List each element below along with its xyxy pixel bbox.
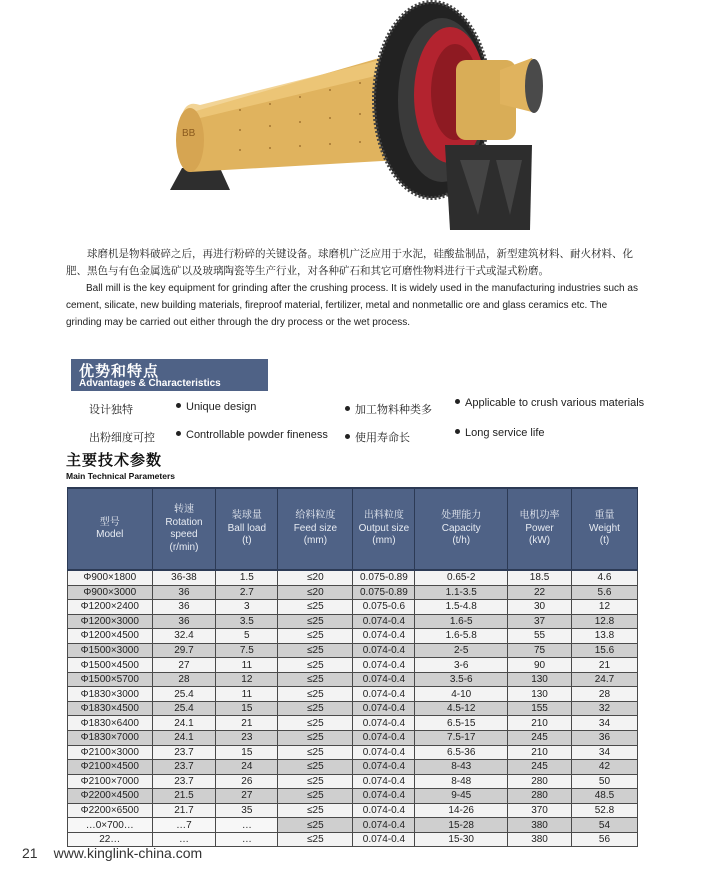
table-cell: ≤25 xyxy=(278,731,353,746)
column-header xyxy=(278,488,353,570)
table-cell: 56 xyxy=(571,832,637,847)
table-row xyxy=(68,774,638,789)
header-en: Power xyxy=(525,522,554,534)
feature-item xyxy=(345,401,432,417)
page-footer xyxy=(22,845,202,861)
header-cn: 转速 xyxy=(173,504,194,515)
table-cell: 23.7 xyxy=(152,760,216,775)
table-cell: ≤25 xyxy=(278,643,353,658)
column-header xyxy=(216,488,278,570)
table-cell: …7 xyxy=(152,818,216,833)
table-cell: 24 xyxy=(216,760,278,775)
table-cell: 0.074-0.4 xyxy=(353,658,415,673)
table-header-row xyxy=(68,488,638,570)
table-cell: 7.5 xyxy=(216,643,278,658)
table-cell: 0.074-0.4 xyxy=(353,774,415,789)
table-cell: 27 xyxy=(152,658,216,673)
table-cell: 12 xyxy=(216,672,278,687)
table-cell: 0.074-0.4 xyxy=(353,687,415,702)
table-cell: 6.5-15 xyxy=(415,716,508,731)
table-cell: ≤25 xyxy=(278,614,353,629)
table-cell: 7.5-17 xyxy=(415,731,508,746)
table-cell: Φ1500×3000 xyxy=(68,643,153,658)
table-cell: 32.4 xyxy=(152,629,216,644)
table-row xyxy=(68,760,638,775)
table-cell: 370 xyxy=(508,803,572,818)
table-cell: 13.8 xyxy=(571,629,637,644)
header-unit: (t) xyxy=(242,535,252,547)
table-cell: Φ900×3000 xyxy=(68,585,153,600)
advantages-title-cn: 优势和特点 xyxy=(79,363,160,380)
table-cell: 48.5 xyxy=(571,789,637,804)
table-cell: 15.6 xyxy=(571,643,637,658)
table-cell: 23.7 xyxy=(152,774,216,789)
table-cell: ≤25 xyxy=(278,789,353,804)
table-cell: 0.074-0.4 xyxy=(353,745,415,760)
table-cell: 27 xyxy=(216,789,278,804)
table-cell: Φ1830×4500 xyxy=(68,701,153,716)
header-en: Output size xyxy=(358,522,410,534)
table-cell: 30 xyxy=(508,600,572,615)
table-cell: ≤25 xyxy=(278,774,353,789)
header-cn: 重量 xyxy=(594,510,615,522)
table-cell: 280 xyxy=(508,774,572,789)
table-cell: 25.4 xyxy=(152,701,216,716)
table-row xyxy=(68,803,638,818)
table-cell: 0.075-0.89 xyxy=(353,570,415,585)
table-cell: 0.075-0.6 xyxy=(353,600,415,615)
header-cn: 处理能力 xyxy=(441,510,482,522)
table-cell: 54 xyxy=(571,818,637,833)
table-cell: 0.074-0.4 xyxy=(353,643,415,658)
table-cell: 0.074-0.4 xyxy=(353,731,415,746)
table-cell: 15-28 xyxy=(415,818,508,833)
intro-text xyxy=(66,246,642,331)
table-cell: 380 xyxy=(508,818,572,833)
table-cell: 4-10 xyxy=(415,687,508,702)
table-cell: Φ1200×2400 xyxy=(68,600,153,615)
table-cell: … xyxy=(216,818,278,833)
table-cell: ≤25 xyxy=(278,818,353,833)
table-cell: 0.074-0.4 xyxy=(353,803,415,818)
header-cn: 电机功率 xyxy=(519,510,560,522)
header-unit: (r/min) xyxy=(169,541,199,553)
table-cell: 3 xyxy=(216,600,278,615)
feature-label-cn: 设计独特 xyxy=(89,404,133,416)
table-cell: ≤25 xyxy=(278,745,353,760)
table-cell: 210 xyxy=(508,716,572,731)
feature-text: 加工物料种类多 xyxy=(355,404,432,416)
column-header xyxy=(152,488,216,570)
table-cell: ≤25 xyxy=(278,658,353,673)
table-cell: Φ1200×4500 xyxy=(68,629,153,644)
table-cell: 6.5-36 xyxy=(415,745,508,760)
table-cell: Φ1830×3000 xyxy=(68,687,153,702)
table-row xyxy=(68,818,638,833)
table-cell: 36 xyxy=(152,585,216,600)
table-cell: 21.7 xyxy=(152,803,216,818)
table-row xyxy=(68,731,638,746)
table-row xyxy=(68,600,638,615)
table-cell: 12 xyxy=(571,600,637,615)
table-cell: ≤20 xyxy=(278,585,353,600)
table-cell: 52.8 xyxy=(571,803,637,818)
bullet-icon xyxy=(455,429,460,434)
table-cell: 130 xyxy=(508,672,572,687)
bullet-icon xyxy=(176,403,181,408)
feature-text: Applicable to crush various materials xyxy=(465,397,645,409)
table-cell: Φ1830×6400 xyxy=(68,716,153,731)
table-cell: 0.074-0.4 xyxy=(353,789,415,804)
technical-parameters-table xyxy=(67,487,638,847)
feature-text: Unique design xyxy=(186,401,257,413)
header-cn: 给料粒度 xyxy=(295,510,336,522)
table-cell: 14-26 xyxy=(415,803,508,818)
table-cell: 380 xyxy=(508,832,572,847)
feature-item xyxy=(176,429,328,441)
advantages-title-en: Advantages & Characteristics xyxy=(79,378,221,389)
table-body xyxy=(68,570,638,847)
feature-item xyxy=(345,429,410,445)
table-cell: 55 xyxy=(508,629,572,644)
table-cell: 1.1-3.5 xyxy=(415,585,508,600)
table-cell: 130 xyxy=(508,687,572,702)
table-cell: 210 xyxy=(508,745,572,760)
header-unit: (t) xyxy=(599,535,610,547)
intro-cn: 球磨机是物料破碎之后，再进行粉碎的关键设备。球磨机广泛应用于水泥，硅酸盐制品，新型建筑材料、耐火材料、化肥、黑色与有色金属选矿以及玻璃陶瓷等生产行业，对各种矿石和其它可磨性物料进行干式或湿式粉磨。 xyxy=(66,248,633,277)
table-cell: Φ2100×3000 xyxy=(68,745,153,760)
header-unit: (t/h) xyxy=(452,535,471,547)
table-cell: 9-45 xyxy=(415,789,508,804)
table-cell: 36 xyxy=(152,600,216,615)
table-cell: 245 xyxy=(508,760,572,775)
column-header xyxy=(353,488,415,570)
header-en: Rotation speed xyxy=(165,516,203,540)
table-cell: 0.075-0.89 xyxy=(353,585,415,600)
table-row xyxy=(68,585,638,600)
header-cn: 装球量 xyxy=(231,510,262,522)
table-cell: ≤25 xyxy=(278,716,353,731)
table-cell: 0.074-0.4 xyxy=(353,672,415,687)
table-cell: 2.7 xyxy=(216,585,278,600)
bullet-icon xyxy=(345,406,350,411)
header-en: Ball load xyxy=(227,522,266,534)
advantages-banner xyxy=(71,359,268,391)
table-cell: 0.074-0.4 xyxy=(353,701,415,716)
bullet-icon xyxy=(345,434,350,439)
table-cell: 50 xyxy=(571,774,637,789)
table-cell: ≤25 xyxy=(278,600,353,615)
table-cell: Φ1830×7000 xyxy=(68,731,153,746)
params-title-en: Main Technical Parameters xyxy=(66,471,175,481)
table-cell: 32 xyxy=(571,701,637,716)
table-cell: ≤25 xyxy=(278,832,353,847)
ball-mill-image xyxy=(160,0,550,235)
table-cell: 3.5 xyxy=(216,614,278,629)
table-cell: Φ1200×3000 xyxy=(68,614,153,629)
table-cell: 12.8 xyxy=(571,614,637,629)
table-cell: 28 xyxy=(571,687,637,702)
column-header xyxy=(415,488,508,570)
header-cn: 出料粒度 xyxy=(363,510,404,522)
feature-item xyxy=(455,397,644,409)
table-cell: 22… xyxy=(68,832,153,847)
bullet-icon xyxy=(455,399,460,404)
table-cell: 28 xyxy=(152,672,216,687)
table-cell: 3.5-6 xyxy=(415,672,508,687)
table-cell: 4.5-12 xyxy=(415,701,508,716)
table-cell: 1.6-5 xyxy=(415,614,508,629)
table-cell: 35 xyxy=(216,803,278,818)
feature-text: Controllable powder fineness xyxy=(186,429,328,441)
table-row xyxy=(68,687,638,702)
table-cell: 36-38 xyxy=(152,570,216,585)
feature-item xyxy=(176,401,256,413)
table-row xyxy=(68,701,638,716)
table-cell: 0.074-0.4 xyxy=(353,818,415,833)
table-cell: 24.1 xyxy=(152,731,216,746)
table-cell: 21 xyxy=(216,716,278,731)
table-cell: 2-5 xyxy=(415,643,508,658)
table-cell: 11 xyxy=(216,687,278,702)
table-cell: 37 xyxy=(508,614,572,629)
table-cell: 0.074-0.4 xyxy=(353,716,415,731)
table-cell: 8-43 xyxy=(415,760,508,775)
table-cell: Φ2200×6500 xyxy=(68,803,153,818)
intro-en: Ball mill is the key equipment for grinding after the crushing process. It is widely used in the manufacturing industries such as cement, silicate, new building materials, fireproof material, fertilizer, metal and nonmetallic ore and glass ceramics etc. The grinding may be carried out either through the dry process or the wet process. xyxy=(66,283,638,328)
header-en: Weight xyxy=(589,522,620,534)
table-cell: ≤20 xyxy=(278,570,353,585)
table-cell: 21.5 xyxy=(152,789,216,804)
table-cell: ≤25 xyxy=(278,701,353,716)
table-cell: 24.7 xyxy=(571,672,637,687)
table-cell: ≤25 xyxy=(278,803,353,818)
table-cell: 280 xyxy=(508,789,572,804)
table-row xyxy=(68,614,638,629)
params-section-title xyxy=(66,449,175,481)
table-row xyxy=(68,716,638,731)
table-cell: 18.5 xyxy=(508,570,572,585)
table-cell: ≤25 xyxy=(278,760,353,775)
header-en: Capacity xyxy=(441,522,481,534)
table-cell: 22 xyxy=(508,585,572,600)
table-row xyxy=(68,672,638,687)
table-cell: 26 xyxy=(216,774,278,789)
table-cell: 5.6 xyxy=(571,585,637,600)
table-cell: 11 xyxy=(216,658,278,673)
column-header xyxy=(571,488,637,570)
feature-text: Long service life xyxy=(465,427,545,439)
table-cell: … xyxy=(152,832,216,847)
table-cell: Φ2200×4500 xyxy=(68,789,153,804)
params-title-cn: 主要技术参数 xyxy=(66,452,163,469)
table-cell: 36 xyxy=(152,614,216,629)
feature-text: 使用寿命长 xyxy=(355,432,410,444)
table-cell: 75 xyxy=(508,643,572,658)
column-header xyxy=(68,488,153,570)
table-cell: 90 xyxy=(508,658,572,673)
svg-text:BB: BB xyxy=(182,128,196,139)
table-cell: 42 xyxy=(571,760,637,775)
table-row xyxy=(68,570,638,585)
header-en: Feed size xyxy=(293,522,338,534)
table-cell: Φ900×1800 xyxy=(68,570,153,585)
feature-item xyxy=(455,427,545,439)
bullet-icon xyxy=(176,431,181,436)
header-en: Model xyxy=(96,529,124,540)
table-row xyxy=(68,745,638,760)
table-row xyxy=(68,789,638,804)
table-cell: 21 xyxy=(571,658,637,673)
header-cn: 型号 xyxy=(99,516,120,528)
table-cell: 15-30 xyxy=(415,832,508,847)
table-cell: 1.6-5.8 xyxy=(415,629,508,644)
table-cell: 23.7 xyxy=(152,745,216,760)
page-number: 21 xyxy=(22,845,38,861)
table-cell: 29.7 xyxy=(152,643,216,658)
table-cell: 25.4 xyxy=(152,687,216,702)
table-cell: Φ1500×4500 xyxy=(68,658,153,673)
table-cell: 15 xyxy=(216,701,278,716)
table-row xyxy=(68,629,638,644)
table-cell: … xyxy=(216,832,278,847)
website-link[interactable]: www.kinglink-china.com xyxy=(53,845,203,861)
table-cell: 0.65-2 xyxy=(415,570,508,585)
table-cell: 36 xyxy=(571,731,637,746)
table-cell: 34 xyxy=(571,716,637,731)
table-cell: 34 xyxy=(571,745,637,760)
table-cell: Φ2100×4500 xyxy=(68,760,153,775)
header-unit: (kW) xyxy=(528,535,551,547)
table-cell: …0×700… xyxy=(68,818,153,833)
table-cell: ≤25 xyxy=(278,629,353,644)
table-cell: 15 xyxy=(216,745,278,760)
table-cell: ≤25 xyxy=(278,687,353,702)
ball-mill-illustration xyxy=(160,0,550,235)
column-header xyxy=(508,488,572,570)
table-cell: 0.074-0.4 xyxy=(353,760,415,775)
header-unit: (mm) xyxy=(303,535,328,547)
table-cell: Φ2100×7000 xyxy=(68,774,153,789)
table-cell: Φ1500×5700 xyxy=(68,672,153,687)
feature-label-cn: 出粉细度可控 xyxy=(89,432,155,444)
table-cell: 245 xyxy=(508,731,572,746)
table-cell: 23 xyxy=(216,731,278,746)
table-cell: 155 xyxy=(508,701,572,716)
table-cell: 5 xyxy=(216,629,278,644)
table-row xyxy=(68,658,638,673)
header-unit: (mm) xyxy=(372,535,396,547)
table-cell: 3-6 xyxy=(415,658,508,673)
table-cell: 8-48 xyxy=(415,774,508,789)
table-cell: ≤25 xyxy=(278,672,353,687)
table-cell: 1.5-4.8 xyxy=(415,600,508,615)
table-cell: 0.074-0.4 xyxy=(353,614,415,629)
table-cell: 24.1 xyxy=(152,716,216,731)
table-cell: 0.074-0.4 xyxy=(353,629,415,644)
table-cell: 0.074-0.4 xyxy=(353,832,415,847)
table-cell: 4.6 xyxy=(571,570,637,585)
table-cell: 1.5 xyxy=(216,570,278,585)
table-row xyxy=(68,643,638,658)
